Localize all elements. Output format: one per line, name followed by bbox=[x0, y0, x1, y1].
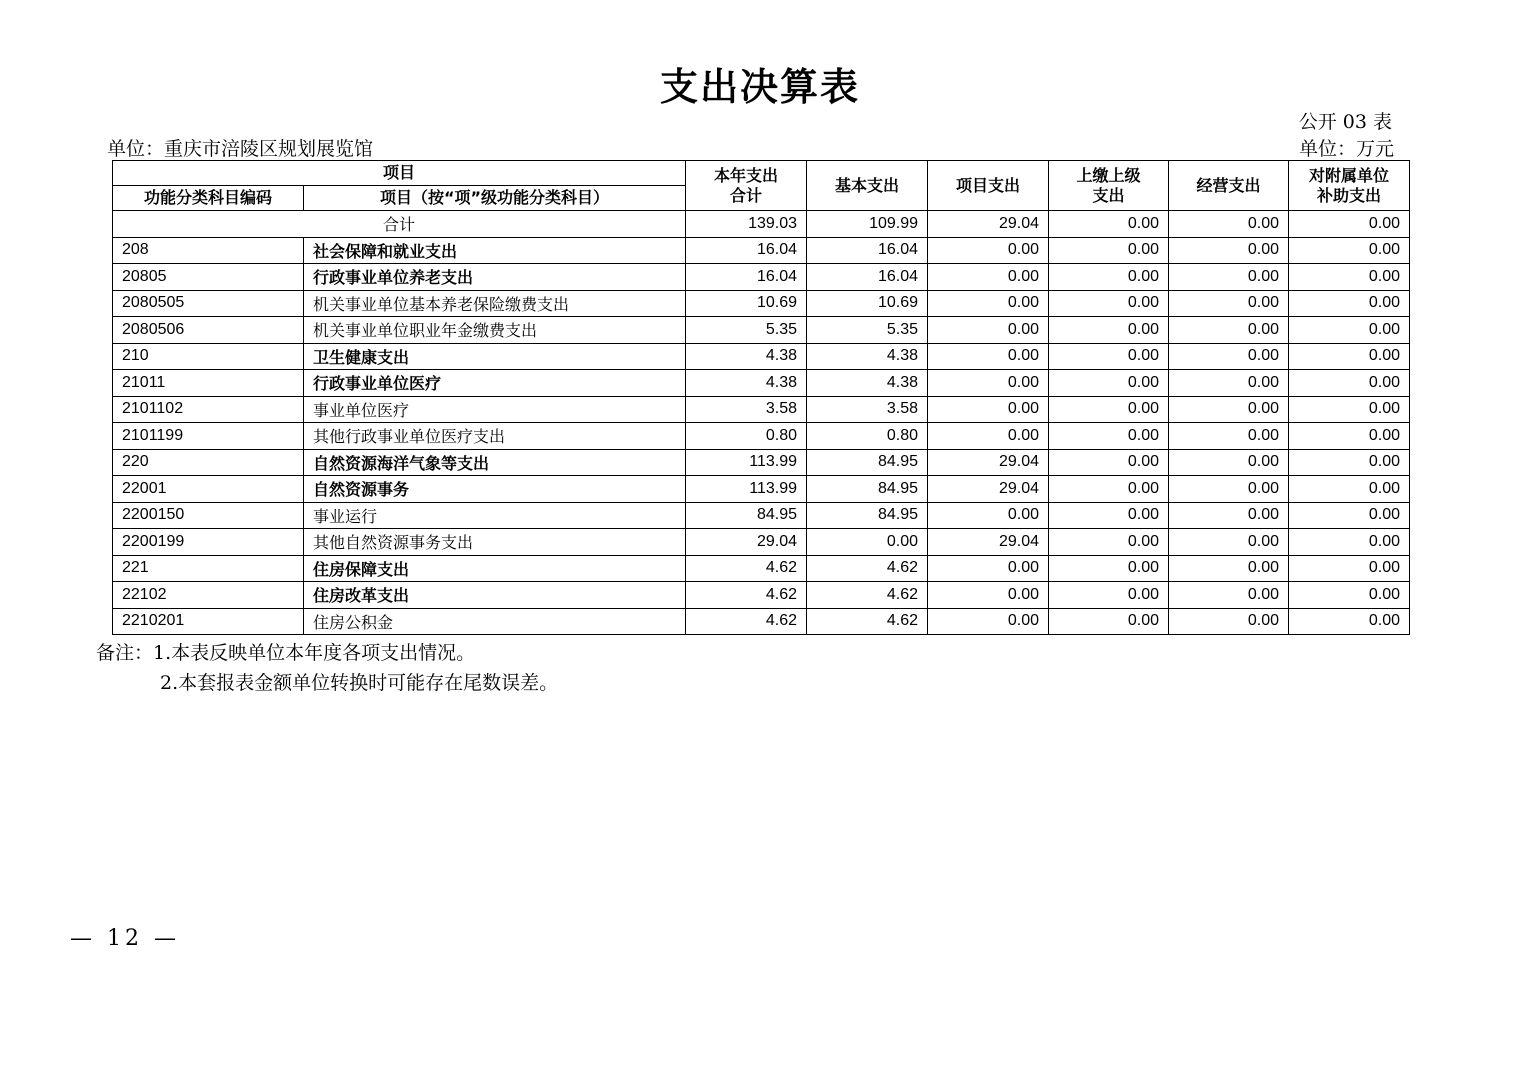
row-value: 29.04 bbox=[686, 529, 807, 556]
row-code: 2080505 bbox=[113, 290, 304, 317]
row-value: 113.99 bbox=[686, 449, 807, 476]
row-value: 0.00 bbox=[1169, 396, 1289, 423]
row-name: 自然资源事务 bbox=[304, 476, 686, 503]
row-value: 0.00 bbox=[928, 582, 1049, 609]
row-value: 0.00 bbox=[1289, 502, 1410, 529]
row-value: 0.00 bbox=[1049, 237, 1169, 264]
row-value: 0.00 bbox=[928, 370, 1049, 397]
row-value: 0.00 bbox=[1169, 370, 1289, 397]
header-name: 项目（按“项”级功能分类科目） bbox=[304, 186, 686, 211]
row-value: 0.00 bbox=[1169, 502, 1289, 529]
row-code: 2210201 bbox=[113, 608, 304, 635]
row-value: 4.62 bbox=[807, 555, 928, 582]
row-value: 16.04 bbox=[807, 264, 928, 291]
row-name: 其他行政事业单位医疗支出 bbox=[304, 423, 686, 450]
table-row bbox=[113, 264, 1410, 291]
total-value: 109.99 bbox=[807, 211, 928, 238]
header-code: 功能分类科目编码 bbox=[113, 186, 304, 211]
row-value: 0.00 bbox=[928, 502, 1049, 529]
total-value: 0.00 bbox=[1049, 211, 1169, 238]
row-value: 0.00 bbox=[928, 290, 1049, 317]
row-value: 0.00 bbox=[1289, 317, 1410, 344]
row-value: 4.62 bbox=[807, 582, 928, 609]
row-value: 0.80 bbox=[807, 423, 928, 450]
reporting-unit: 单位：重庆市涪陵区规划展览馆 bbox=[107, 138, 374, 160]
row-code: 2080506 bbox=[113, 317, 304, 344]
row-value: 0.00 bbox=[1049, 502, 1169, 529]
header-project-expense: 项目支出 bbox=[928, 161, 1049, 211]
row-value: 0.00 bbox=[807, 529, 928, 556]
row-value: 0.00 bbox=[928, 423, 1049, 450]
table-row bbox=[113, 608, 1410, 635]
table-row bbox=[113, 423, 1410, 450]
row-value: 0.00 bbox=[1169, 317, 1289, 344]
header-basic: 基本支出 bbox=[807, 161, 928, 211]
table-row bbox=[113, 476, 1410, 503]
row-value: 0.00 bbox=[1289, 555, 1410, 582]
row-value: 0.00 bbox=[1049, 555, 1169, 582]
row-value: 5.35 bbox=[686, 317, 807, 344]
table-row bbox=[113, 317, 1410, 344]
row-value: 0.00 bbox=[1049, 396, 1169, 423]
row-code: 21011 bbox=[113, 370, 304, 397]
row-code: 2101199 bbox=[113, 423, 304, 450]
header-total-line2: 合计 bbox=[730, 185, 763, 205]
row-value: 0.00 bbox=[1049, 476, 1169, 503]
row-value: 3.58 bbox=[807, 396, 928, 423]
row-code: 210 bbox=[113, 343, 304, 370]
header-subsidy-line1: 对附属单位 bbox=[1309, 165, 1390, 185]
row-code: 221 bbox=[113, 555, 304, 582]
row-code: 22102 bbox=[113, 582, 304, 609]
total-value: 0.00 bbox=[1289, 211, 1410, 238]
row-value: 0.00 bbox=[928, 396, 1049, 423]
header-upper-line2: 支出 bbox=[1092, 185, 1125, 205]
table-row bbox=[113, 555, 1410, 582]
row-value: 113.99 bbox=[686, 476, 807, 503]
row-name: 事业运行 bbox=[304, 502, 686, 529]
row-value: 0.00 bbox=[1169, 343, 1289, 370]
total-value: 139.03 bbox=[686, 211, 807, 238]
table-row bbox=[113, 529, 1410, 556]
header-subsidy-line2: 补助支出 bbox=[1317, 185, 1382, 205]
row-name: 行政事业单位医疗 bbox=[304, 370, 686, 397]
row-code: 208 bbox=[113, 237, 304, 264]
row-name: 社会保障和就业支出 bbox=[304, 237, 686, 264]
row-value: 0.00 bbox=[928, 237, 1049, 264]
table-row bbox=[113, 502, 1410, 529]
row-value: 0.00 bbox=[1289, 582, 1410, 609]
row-value: 16.04 bbox=[807, 237, 928, 264]
row-value: 0.00 bbox=[1049, 449, 1169, 476]
row-value: 0.00 bbox=[1289, 396, 1410, 423]
table-row bbox=[113, 449, 1410, 476]
total-value: 29.04 bbox=[928, 211, 1049, 238]
row-name: 自然资源海洋气象等支出 bbox=[304, 449, 686, 476]
row-value: 4.38 bbox=[807, 370, 928, 397]
header-subsidy bbox=[1289, 161, 1410, 211]
currency-unit: 单位：万元 bbox=[1298, 138, 1394, 160]
table-row bbox=[113, 396, 1410, 423]
row-value: 0.00 bbox=[1169, 582, 1289, 609]
header-total-line1: 本年支出 bbox=[714, 165, 779, 185]
form-number: 公开 03 表 bbox=[1298, 111, 1392, 133]
row-value: 4.62 bbox=[686, 582, 807, 609]
row-value: 0.00 bbox=[1169, 608, 1289, 635]
row-value: 0.00 bbox=[1049, 529, 1169, 556]
row-value: 4.38 bbox=[686, 343, 807, 370]
row-name: 住房公积金 bbox=[304, 608, 686, 635]
total-label: 合计 bbox=[113, 211, 686, 238]
row-value: 0.00 bbox=[1049, 608, 1169, 635]
row-value: 0.00 bbox=[1049, 582, 1169, 609]
row-value: 16.04 bbox=[686, 237, 807, 264]
page-number: — 12 — bbox=[70, 926, 180, 951]
note-line-2: 2.本套报表金额单位转换时可能存在尾数误差。 bbox=[160, 672, 559, 694]
row-value: 29.04 bbox=[928, 529, 1049, 556]
row-code: 2200199 bbox=[113, 529, 304, 556]
row-value: 0.80 bbox=[686, 423, 807, 450]
row-name: 其他自然资源事务支出 bbox=[304, 529, 686, 556]
row-value: 0.00 bbox=[928, 555, 1049, 582]
row-value: 0.00 bbox=[1289, 449, 1410, 476]
row-value: 0.00 bbox=[1169, 529, 1289, 556]
row-code: 20805 bbox=[113, 264, 304, 291]
row-value: 0.00 bbox=[1169, 555, 1289, 582]
header-project: 项目 bbox=[113, 161, 686, 186]
row-value: 0.00 bbox=[1289, 529, 1410, 556]
row-value: 0.00 bbox=[1289, 608, 1410, 635]
row-value: 0.00 bbox=[1169, 449, 1289, 476]
header-operating: 经营支出 bbox=[1169, 161, 1289, 211]
table-row bbox=[113, 582, 1410, 609]
row-value: 10.69 bbox=[686, 290, 807, 317]
row-name: 事业单位医疗 bbox=[304, 396, 686, 423]
table-row bbox=[113, 237, 1410, 264]
row-value: 0.00 bbox=[1169, 476, 1289, 503]
row-code: 2200150 bbox=[113, 502, 304, 529]
row-value: 4.62 bbox=[686, 555, 807, 582]
row-value: 0.00 bbox=[1289, 264, 1410, 291]
notes bbox=[96, 638, 558, 698]
row-name: 机关事业单位基本养老保险缴费支出 bbox=[304, 290, 686, 317]
row-value: 84.95 bbox=[807, 476, 928, 503]
row-value: 5.35 bbox=[807, 317, 928, 344]
note-line-1: 备注：1.本表反映单位本年度各项支出情况。 bbox=[96, 642, 476, 664]
header-upper bbox=[1049, 161, 1169, 211]
row-value: 0.00 bbox=[1289, 370, 1410, 397]
total-value: 0.00 bbox=[1169, 211, 1289, 238]
row-name: 卫生健康支出 bbox=[304, 343, 686, 370]
row-value: 0.00 bbox=[1049, 264, 1169, 291]
table-row bbox=[113, 370, 1410, 397]
row-code: 2101102 bbox=[113, 396, 304, 423]
row-value: 29.04 bbox=[928, 476, 1049, 503]
row-value: 4.62 bbox=[686, 608, 807, 635]
row-value: 0.00 bbox=[1169, 290, 1289, 317]
row-value: 16.04 bbox=[686, 264, 807, 291]
row-name: 住房保障支出 bbox=[304, 555, 686, 582]
row-value: 10.69 bbox=[807, 290, 928, 317]
row-value: 0.00 bbox=[1169, 237, 1289, 264]
row-name: 行政事业单位养老支出 bbox=[304, 264, 686, 291]
row-value: 84.95 bbox=[807, 502, 928, 529]
header-upper-line1: 上缴上级 bbox=[1076, 165, 1141, 185]
row-value: 0.00 bbox=[1169, 264, 1289, 291]
row-code: 22001 bbox=[113, 476, 304, 503]
row-value: 0.00 bbox=[1049, 317, 1169, 344]
table-row bbox=[113, 343, 1410, 370]
row-value: 0.00 bbox=[1289, 476, 1410, 503]
row-value: 0.00 bbox=[1289, 290, 1410, 317]
row-value: 0.00 bbox=[1289, 343, 1410, 370]
row-value: 0.00 bbox=[1049, 423, 1169, 450]
row-value: 84.95 bbox=[807, 449, 928, 476]
row-value: 0.00 bbox=[928, 317, 1049, 344]
expenditure-table bbox=[112, 160, 1410, 635]
row-name: 机关事业单位职业年金缴费支出 bbox=[304, 317, 686, 344]
row-value: 4.38 bbox=[686, 370, 807, 397]
row-value: 29.04 bbox=[928, 449, 1049, 476]
row-value: 4.38 bbox=[807, 343, 928, 370]
row-value: 0.00 bbox=[928, 608, 1049, 635]
table-row bbox=[113, 290, 1410, 317]
row-value: 0.00 bbox=[1169, 423, 1289, 450]
row-value: 0.00 bbox=[1049, 343, 1169, 370]
row-name: 住房改革支出 bbox=[304, 582, 686, 609]
page-title: 支出决算表 bbox=[659, 64, 860, 109]
row-value: 0.00 bbox=[1289, 423, 1410, 450]
row-value: 0.00 bbox=[928, 343, 1049, 370]
total-row bbox=[113, 211, 1410, 238]
row-value: 0.00 bbox=[1289, 237, 1410, 264]
header-row-1 bbox=[113, 161, 1410, 186]
row-code: 220 bbox=[113, 449, 304, 476]
row-value: 0.00 bbox=[1049, 370, 1169, 397]
row-value: 84.95 bbox=[686, 502, 807, 529]
row-value: 4.62 bbox=[807, 608, 928, 635]
row-value: 0.00 bbox=[928, 264, 1049, 291]
row-value: 3.58 bbox=[686, 396, 807, 423]
row-value: 0.00 bbox=[1049, 290, 1169, 317]
header-total bbox=[686, 161, 807, 211]
